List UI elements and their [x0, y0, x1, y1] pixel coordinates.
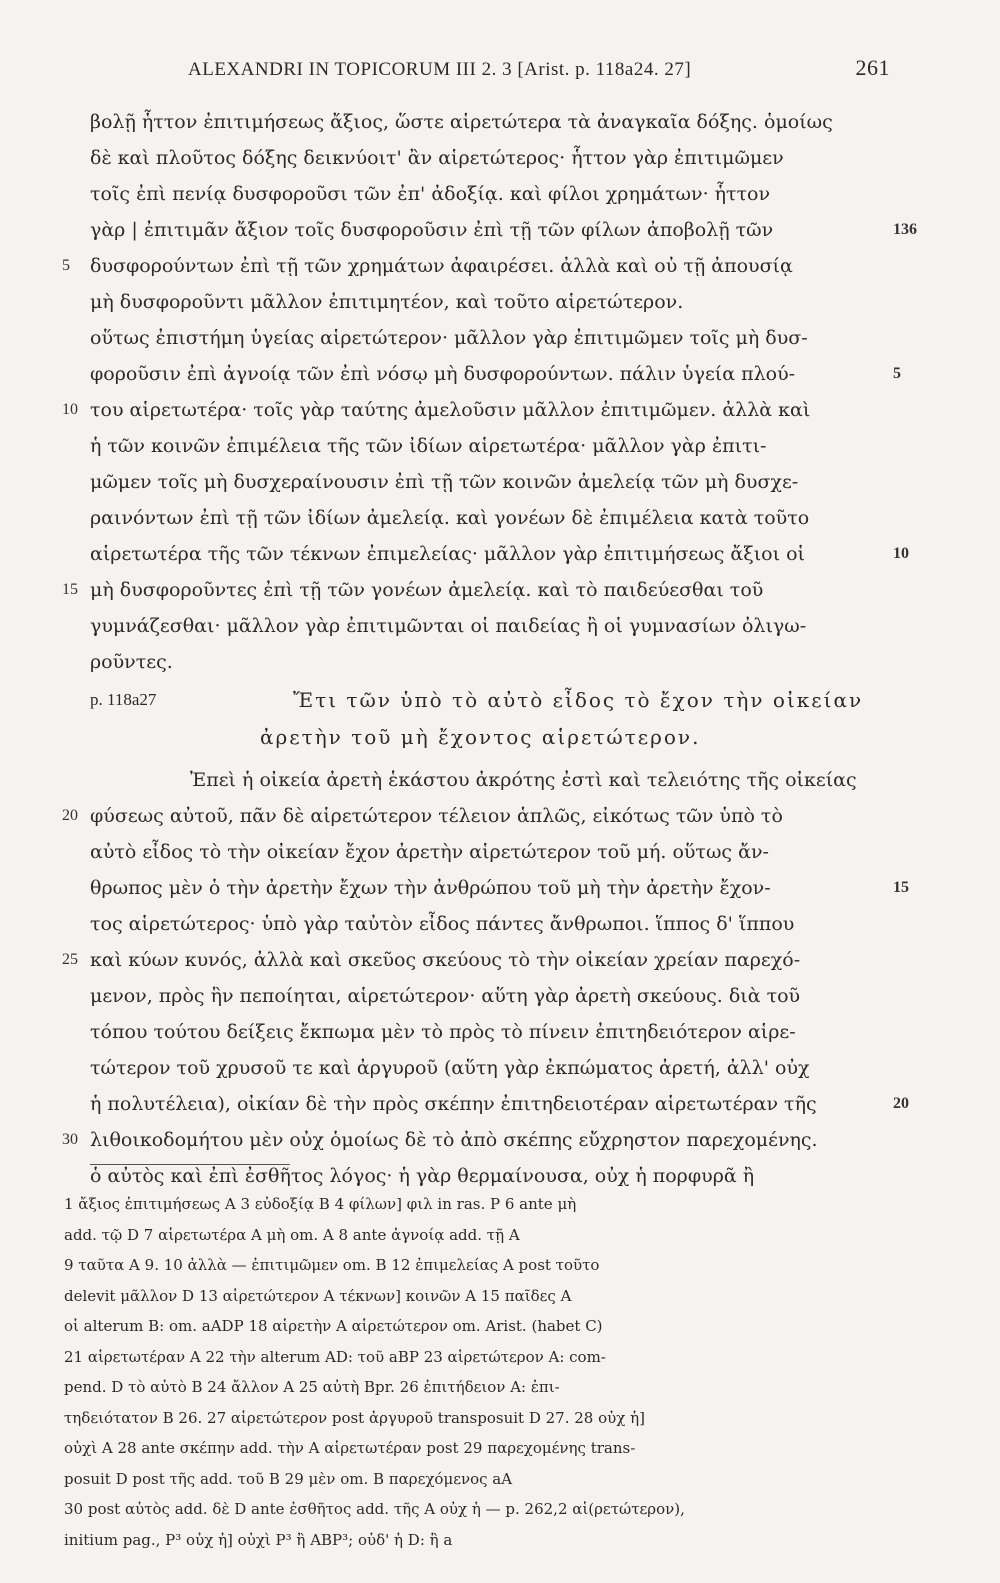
- body-2-line-text: ἡ πολυτέλεια), οἰκίαν δὲ τὴν πρὸς σκέπην ἐπιτηδειοτέραν αἱρετωτέραν τῆς: [90, 1093, 817, 1115]
- body-1-line-text: γυμνάζεσθαι· μᾶλλον γὰρ ἐπιτιμῶνται οἱ παιδείας ἢ οἱ γυμνασίων ὀλιγω-: [90, 615, 807, 637]
- body-1-line-text: γὰρ | ἐπιτιμᾶν ἄξιον τοῖς δυσφοροῦσιν ἐπὶ τῇ τῶν φίλων ἀποβολῇ τῶν: [90, 219, 774, 241]
- body-1-line: [90, 176, 880, 212]
- body-2-line-text: καὶ κύων κυνός, ἀλλὰ καὶ σκεῦος σκεύους τὸ τὴν οἰκείαν χρείαν παρεχό-: [90, 949, 801, 971]
- running-head: [188, 55, 890, 85]
- body-2-line: [90, 1014, 880, 1050]
- footnote-line-text: 9 ταῦτα A 9. 10 ἀλλὰ — ἐπιτιμῶμεν om. B 12 ἐπιμελείας A post τοῦτο: [64, 1256, 600, 1274]
- body-2-line-text: φύσεως αὐτοῦ, πᾶν δὲ αἱρετώτερον τέλειον ἁπλῶς, εἰκότως τῶν ὑπὸ τὸ: [90, 805, 783, 827]
- body-1-line: [90, 104, 880, 140]
- line-number-left: 5: [62, 257, 70, 274]
- body-2-line-text: ὁ αὐτὸς καὶ ἐπὶ ἐσθῆτος λόγος· ἡ γὰρ θερμαίνουσα, οὐχ ἡ πορφυρᾶ ἢ: [90, 1165, 755, 1187]
- footnote-line-text: pend. D τὸ αὐτὸ B 24 ἄλλον A 25 αὐτὴ Bpr. 26 ἐπιτήδειον A: ἐπι-: [64, 1378, 560, 1396]
- section-heading-cont: [90, 719, 890, 755]
- section-lemma-line-2: ἀρετὴν τοῦ μὴ ἔχοντος αἱρετώτερον.: [260, 725, 701, 749]
- body-2-line: [90, 870, 880, 906]
- footnote-line-text: posuit D post τῆς add. τοῦ B 29 μὲν om. B παρεχόμενος aA: [64, 1469, 513, 1488]
- body-2-line-text: αὐτὸ εἶδος τὸ τὴν οἰκείαν ἔχον ἀρετὴν αἱρετώτερον τοῦ μή. οὕτως ἄν-: [90, 841, 769, 863]
- footnote-line-text: 21 αἱρετωτέραν A 22 τὴν alterum AD: τοῦ aBP 23 αἱρετώτερον A: com-: [64, 1347, 606, 1366]
- body-2-line: [90, 1050, 880, 1086]
- body-1-line: [90, 320, 880, 356]
- footnote-line: [64, 1373, 924, 1401]
- body-2-line-text: τος αἱρετώτερος· ὑπὸ γὰρ ταὐτὸν εἶδος πάντες ἄνθρωποι. ἵππος δ' ἵππου: [90, 913, 795, 935]
- footnote-line: [64, 1312, 924, 1340]
- body-2-line: [90, 978, 880, 1014]
- body-1-line: [90, 212, 880, 248]
- body-2-line-text: θρωπος μὲν ὁ τὴν ἀρετὴν ἔχων τὴν ἀνθρώπου τοῦ μὴ τὴν ἀρετὴν ἔχον-: [90, 877, 771, 899]
- body-1-line: [90, 500, 880, 536]
- footnote-line: [64, 1495, 924, 1523]
- line-number-right: 15: [893, 879, 909, 896]
- body-1-line: [90, 572, 880, 608]
- body-1-line-text: ραινόντων ἐπὶ τῇ τῶν ἰδίων ἀμελείᾳ. καὶ γονέων δὲ ἐπιμέλεια κατὰ τοῦτο: [90, 507, 810, 529]
- body-1-line-text: φοροῦσιν ἐπὶ ἀγνοίᾳ τῶν ἐπὶ νόσῳ μὴ δυσφορούντων. πάλιν ὑγεία πλού-: [90, 363, 796, 385]
- line-number-left: 10: [62, 401, 78, 418]
- body-1-line: [90, 248, 880, 284]
- body-1-line-text: ἡ τῶν κοινῶν ἐπιμέλεια τῆς τῶν ἰδίων αἱρετωτέρα· μᾶλλον γὰρ ἐπιτι-: [90, 435, 767, 457]
- body-2-line-text: μενον, πρὸς ἣν πεποίηται, αἱρετώτερον· αὕτη γὰρ ἀρετὴ σκεύους. διὰ τοῦ: [90, 985, 801, 1007]
- running-title: ALEXANDRI IN TOPICORUM III 2. 3 [Arist. p. 118a24. 27]: [188, 59, 692, 80]
- body-2-line: [90, 906, 880, 942]
- section-heading: [90, 682, 890, 718]
- body-2-line-text: λιθοικοδομήτου μὲν οὐχ ὁμοίως δὲ τὸ ἀπὸ σκέπης εὔχρηστον παρεχομένης.: [90, 1129, 818, 1151]
- body-1-line: [90, 536, 880, 572]
- footnote-line: [64, 1221, 924, 1249]
- body-1-line: [90, 464, 880, 500]
- body-2-line-text: τόπου τούτου δείξεις ἔκπωμα μὲν τὸ πρὸς τὸ πίνειν ἐπιτηδειότερον αἱρε-: [90, 1021, 796, 1043]
- body-1-line-text: δυσφορούντων ἐπὶ τῇ τῶν χρημάτων ἀφαιρέσει. ἀλλὰ καὶ οὐ τῇ ἀπουσίᾳ: [90, 255, 793, 277]
- body-1-line-text: μὴ δυσφοροῦντες ἐπὶ τῇ τῶν γονέων ἀμελείᾳ. καὶ τὸ παιδεύεσθαι τοῦ: [90, 579, 764, 601]
- footnote-line-text: 1 ἄξιος ἐπιτιμήσεως A 3 εὐδοξίᾳ B 4 φίλων] φιλ in ras. P 6 ante μὴ: [64, 1195, 577, 1213]
- body-1-line-text: δὲ καὶ πλοῦτος δόξης δεικνύοιτ' ἂν αἱρετώτερος· ἧττον γὰρ ἐπιτιμῶμεν: [90, 147, 784, 169]
- body-1-line: [90, 428, 880, 464]
- body-1-line-text: αἱρετωτέρα τῆς τῶν τέκνων ἐπιμελείας· μᾶλλον γὰρ ἐπιτιμήσεως ἄξιοι οἱ: [90, 543, 805, 565]
- page-number: 261: [855, 55, 890, 80]
- line-number-left: 25: [62, 951, 78, 968]
- footnote-line: [64, 1343, 924, 1371]
- body-2-line-text: Ἐπεὶ ἡ οἰκεία ἀρετὴ ἑκάστου ἀκρότης ἐστὶ καὶ τελειότης τῆς οἰκείας: [190, 769, 857, 791]
- footnote-line: [64, 1404, 924, 1432]
- body-1-line-text: βολῇ ἧττον ἐπιτιμήσεως ἄξιος, ὥστε αἱρετώτερα τὰ ἀναγκαῖα δόξης. ὁμοίως: [90, 111, 833, 133]
- footnote-line: [64, 1526, 924, 1554]
- body-1-line-text: τοῖς ἐπὶ πενίᾳ δυσφοροῦσι τῶν ἐπ' ἀδοξίᾳ. καὶ φίλοι χρημάτων· ἧττον: [90, 183, 771, 205]
- footnote-line-text: delevit μᾶλλον D 13 αἱρετώτερον A τέκνων] κοινῶν A 15 παῖδες A: [64, 1286, 572, 1305]
- section-lemma-line-1: Ἔτι τῶν ὑπὸ τὸ αὐτὸ εἶδος τὸ ἔχον τὴν οἰκείαν: [293, 688, 864, 712]
- line-number-left: 20: [62, 807, 78, 824]
- body-1-line: [90, 608, 880, 644]
- body-1-line: [90, 284, 880, 320]
- body-1-line-text: μῶμεν τοῖς μὴ δυσχεραίνουσιν ἐπὶ τῇ τῶν κοινῶν ἀμελείᾳ τῶν μὴ δυσχε-: [90, 471, 799, 493]
- footnote-line-text: 30 post αὐτὸς add. δὲ D ante ἐσθῆτος add. τῆς A οὐχ ἡ — p. 262,2 αἱ(ρετώτερον),: [64, 1500, 685, 1518]
- line-number-left: 15: [62, 581, 78, 598]
- body-1-line: [90, 140, 880, 176]
- body-2-line: [90, 942, 880, 978]
- body-2-line: [190, 762, 880, 798]
- body-1-line: [90, 644, 880, 680]
- footnote-line: [64, 1282, 924, 1310]
- footnote-line-text: τηδειότατον B 26. 27 αἱρετώτερον post ἀργυροῦ transposuit D 27. 28 οὐχ ἡ]: [64, 1408, 645, 1427]
- body-2-line-text: τώτερον τοῦ χρυσοῦ τε καὶ ἀργυροῦ (αὕτη γὰρ ἐκπώματος ἀρετή, ἀλλ' οὐχ: [90, 1057, 810, 1079]
- line-number-right: 136: [893, 221, 917, 238]
- footnote-line: [64, 1465, 924, 1493]
- footnote-line-text: οἱ alterum B: om. aADP 18 αἱρετὴν A αἱρετώτερον om. Arist. (habet C): [64, 1317, 603, 1335]
- body-2-line: [90, 1122, 880, 1158]
- line-number-right: 5: [893, 365, 901, 382]
- footnote-line: [64, 1190, 924, 1218]
- body-1-line-text: οὕτως ἐπιστήμη ὑγείας αἱρετώτερον· μᾶλλον γὰρ ἐπιτιμῶμεν τοῖς μὴ δυσ-: [90, 327, 808, 349]
- line-number-right: 20: [893, 1095, 909, 1112]
- body-2-line: [90, 1086, 880, 1122]
- section-reference: p. 118a27: [90, 690, 157, 709]
- footnote-line-text: add. τῷ D 7 αἱρετωτέρα A μὴ om. A 8 ante ἀγνοίᾳ add. τῇ A: [64, 1225, 520, 1244]
- body-1-line-text: του αἱρετωτέρα· τοῖς γὰρ ταύτης ἀμελοῦσιν μᾶλλον ἐπιτιμῶμεν. ἀλλὰ καὶ: [90, 399, 811, 421]
- footnote-line-text: initium pag., P³ οὐχ ἡ] οὐχὶ P³ ἢ ABP³; οὐδ' ἡ D: ἢ a: [64, 1530, 453, 1549]
- body-1-line: [90, 392, 880, 428]
- body-1-line: [90, 356, 880, 392]
- body-2-line: [90, 834, 880, 870]
- footnote-rule: [90, 1164, 290, 1165]
- body-2-line: [90, 798, 880, 834]
- line-number-left: 30: [62, 1131, 78, 1148]
- footnote-line: [64, 1251, 924, 1279]
- footnote-line-text: οὐχὶ A 28 ante σκέπην add. τὴν A αἱρετωτέραν post 29 παρεχομένης trans-: [64, 1439, 636, 1457]
- line-number-right: 10: [893, 545, 909, 562]
- body-1-line-text: ροῦντες.: [90, 651, 173, 673]
- body-1-line-text: μὴ δυσφοροῦντι μᾶλλον ἐπιτιμητέον, καὶ τοῦτο αἱρετώτερον.: [90, 291, 684, 313]
- footnote-line: [64, 1434, 924, 1462]
